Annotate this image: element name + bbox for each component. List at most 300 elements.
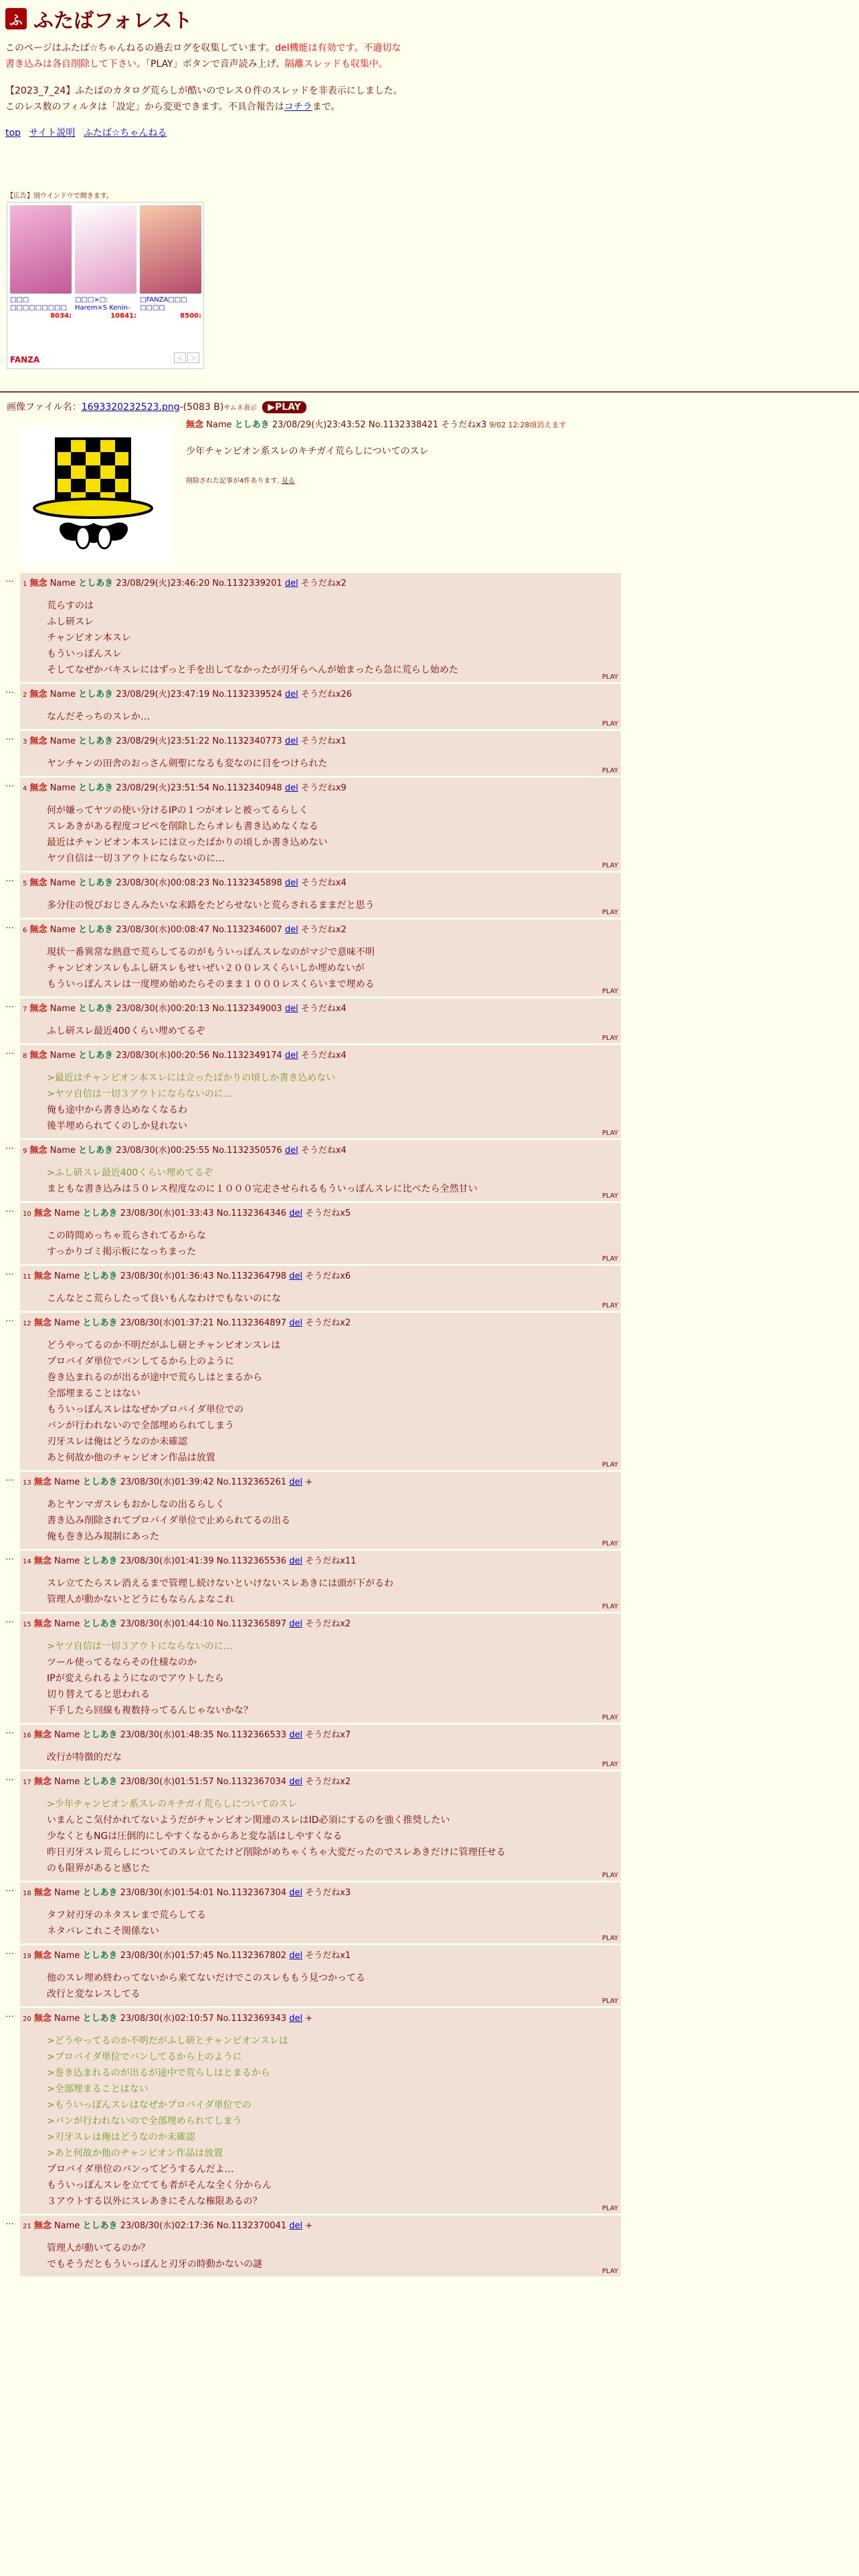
play-button[interactable]: PLAY <box>601 2268 618 2275</box>
poster-name: としあき <box>78 1146 114 1156</box>
sodane-button[interactable]: そうだねx5 <box>305 1208 351 1218</box>
post-date: 23/08/30(水)00:20:13 <box>116 1004 210 1014</box>
post-subject: 無念 <box>33 1888 52 1898</box>
del-link[interactable]: del <box>289 1318 303 1328</box>
ad-image[interactable] <box>140 205 201 294</box>
sodane-button[interactable]: そうだねx4 <box>300 1146 347 1156</box>
del-link[interactable]: del <box>289 1951 303 1961</box>
reply-index: 10 <box>23 1210 31 1218</box>
play-button[interactable]: PLAY <box>601 673 618 681</box>
reply-marker: … <box>5 2010 14 2020</box>
quote-line: >もういっぽんスレはなぜかプロバイダ単位での <box>47 2100 252 2111</box>
text-line: バンが行われないので全部埋められてしまう <box>47 1420 234 1431</box>
post-date: 23/08/30(水)01:37:21 <box>120 1318 214 1328</box>
name-label: Name <box>54 1271 80 1281</box>
play-button[interactable]: PLAY <box>601 1302 618 1309</box>
del-link[interactable]: del <box>289 1619 303 1629</box>
name-label: Name <box>54 1318 80 1328</box>
reply-header <box>23 1472 621 1487</box>
text-line: 下手したら回線も複数持ってるんじゃないかな？ <box>47 1705 253 1716</box>
reply-header <box>23 920 621 935</box>
post-number[interactable]: No.1132339524 <box>212 689 282 700</box>
reply-marker: … <box>5 1047 14 1057</box>
del-link[interactable]: del <box>289 1888 303 1898</box>
del-link[interactable]: del <box>289 2014 303 2024</box>
poster-name: としあき <box>78 578 114 588</box>
post-date: 23/08/30(水)02:17:36 <box>120 2221 214 2231</box>
post-number[interactable]: No.1132364798 <box>216 1271 287 1281</box>
text-line: いまんとこ気付かれてないようだがチャンピオン関連のスレはID必須にするのを強く推奨したい <box>47 1815 450 1826</box>
ad-image[interactable] <box>75 205 136 294</box>
reply-header <box>23 1725 621 1740</box>
text-line: 最近はチャンピオン本スレには立ったばかりの頃しか書き込めない <box>47 837 328 848</box>
reply-marker: … <box>5 732 14 742</box>
post-number[interactable]: No.1132365261 <box>216 1477 287 1487</box>
post-subject: 無念 <box>29 783 47 793</box>
name-label: Name <box>50 878 76 888</box>
del-link[interactable]: del <box>284 689 298 700</box>
post-date: 23/08/29(火)23:46:20 <box>116 578 210 588</box>
poster-name: としあき <box>82 1777 118 1787</box>
reply <box>5 731 621 776</box>
text-line: 俺も巻き込み規制にあった <box>47 1531 159 1542</box>
post-number[interactable]: No.1132349174 <box>212 1051 282 1061</box>
text-line: スレあきがある程度コピペを削除したらオレも書き込めなくなる <box>47 821 318 832</box>
poster-name: としあき <box>82 1208 118 1218</box>
reply-box <box>20 684 621 729</box>
ad-nav <box>174 352 199 363</box>
text-line: こんなとこ荒らしたって良いもんなわけでもないのにな <box>47 1293 281 1304</box>
site-title: ふたばフォレスト <box>33 9 193 33</box>
reply <box>5 2008 621 2214</box>
play-button[interactable]: PLAY <box>601 1761 618 1768</box>
post-number[interactable]: No.1132366533 <box>216 1730 287 1740</box>
reply <box>5 1203 621 1264</box>
reply-box <box>20 1045 621 1138</box>
sodane-button[interactable]: そうだねx2 <box>305 1777 351 1787</box>
text-line: スレ立てたらスレ消えるまで管理し続けないといけないスレあきには頭が下がるわ <box>47 1578 393 1589</box>
reply-header <box>23 573 621 588</box>
reply-header <box>23 1313 621 1328</box>
del-link[interactable]: del <box>289 1730 303 1740</box>
site-logo[interactable]: ふ <box>5 8 27 29</box>
reply-body <box>47 2240 621 2272</box>
file-link[interactable]: 1693320232523.png <box>81 402 180 413</box>
text-line: もういっぽんスレを立てても者がそんな全く分からん <box>47 2180 272 2191</box>
text-line: 俺も途中から書き込めなくなるわ <box>47 1105 187 1115</box>
poster-name: としあき <box>82 1318 118 1328</box>
show-deleted-link[interactable]: 見る <box>281 477 295 485</box>
reply-body <box>47 1576 621 1608</box>
del-link[interactable]: del <box>284 783 298 793</box>
reply-box <box>20 2008 621 2214</box>
play-button[interactable]: PLAY <box>601 909 618 916</box>
text-line: IPが変えられるようになのでアウトしたら <box>47 1673 224 1684</box>
post-number[interactable]: No.1132349003 <box>212 1004 282 1014</box>
ad-price: 8034: <box>50 312 72 320</box>
del-link[interactable]: del <box>284 878 298 888</box>
quote-line: >ふし研スレ最近400くらい埋めてるぞ <box>47 1168 213 1178</box>
reply-box <box>20 1203 621 1264</box>
reply <box>5 920 621 996</box>
sodane-button[interactable]: そうだねx1 <box>305 1951 351 1961</box>
poster-name: としあき <box>78 878 114 888</box>
reply-box <box>20 1614 621 1723</box>
ad-item[interactable] <box>140 205 201 320</box>
reply-index: 1 <box>23 580 27 588</box>
reply-index: 16 <box>23 1732 31 1739</box>
reply-header <box>23 998 621 1014</box>
post-number[interactable]: No.1132338421 <box>368 420 439 430</box>
post-number[interactable]: No.1132346007 <box>212 925 282 935</box>
reply-marker: … <box>5 1773 14 1783</box>
intro-text-3: 「PLAY」ボタンで音声読み上げ。 <box>146 59 286 70</box>
post-number[interactable]: No.1132370041 <box>216 2221 287 2231</box>
reply-index: 9 <box>23 1148 27 1155</box>
text-line: 何が嫌ってヤツの使い分けるIPの１つがオレと被ってるらしく <box>47 805 308 816</box>
ad-next-button[interactable]: ＞ <box>187 352 199 363</box>
play-button[interactable]: PLAY <box>601 988 618 995</box>
text-line: ツール使ってるならその仕様なのか <box>47 1657 197 1668</box>
post-subject: 無念 <box>29 878 47 888</box>
del-link[interactable]: del <box>284 1051 298 1061</box>
poster-name: としあき <box>82 1477 118 1487</box>
post-date: 23/08/30(水)01:33:43 <box>120 1208 214 1218</box>
post-number[interactable]: No.1132367802 <box>216 1951 287 1961</box>
text-line: もういっぽんスレは一度埋め始めたらそのまま１０００レスくらいまで埋める <box>47 979 375 990</box>
post-date: 23/08/30(水)01:57:45 <box>120 1951 214 1961</box>
sodane-button[interactable]: そうだねx4 <box>300 878 347 888</box>
poster-name: としあき <box>82 1556 118 1566</box>
post-number[interactable]: No.1132367304 <box>216 1888 287 1898</box>
reply-box <box>20 1945 621 2006</box>
reply-body <box>47 1749 621 1765</box>
site-notice <box>5 83 407 115</box>
top-link[interactable]: top <box>5 128 21 138</box>
text-line: 書き込み削除されてプロバイダ単位で止められてるの出る <box>47 1515 290 1526</box>
play-button[interactable]: PLAY <box>601 1461 618 1469</box>
play-button[interactable]: PLAY <box>601 720 618 728</box>
post-date: 23/08/29(火)23:51:54 <box>116 783 210 793</box>
reply-index: 13 <box>23 1479 31 1487</box>
text-line: 荒らすのは <box>47 601 94 611</box>
post-number[interactable]: No.1132365536 <box>216 1556 287 1566</box>
poster-name: としあき <box>78 1004 114 1014</box>
reply-index: 2 <box>23 691 27 699</box>
sodane-button[interactable]: そうだねx9 <box>300 783 347 793</box>
quote-line: >全部埋まることはない <box>47 2084 149 2095</box>
reply-index: 17 <box>23 1779 31 1786</box>
reply-index: 11 <box>23 1273 31 1281</box>
quote-line: >少年チャンピオン系スレのキチガイ荒らしについてのスレ <box>47 1799 298 1810</box>
text-line: あとヤンマガスレもおかしなの出るらしく <box>47 1499 225 1510</box>
post-subject: 無念 <box>33 1556 52 1566</box>
op-thumbnail[interactable] <box>19 425 173 566</box>
post-number[interactable]: No.1132339201 <box>212 578 282 588</box>
reply-body <box>47 1907 621 1939</box>
post-date: 23/08/30(水)01:41:39 <box>120 1556 214 1566</box>
reply-header <box>23 1045 621 1061</box>
name-label: Name <box>54 1208 80 1218</box>
reply <box>5 1045 621 1138</box>
post-subject: 無念 <box>29 1146 47 1156</box>
reply-box <box>20 1140 621 1201</box>
reply <box>5 1725 621 1769</box>
site-description-link[interactable]: サイト説明 <box>29 128 76 138</box>
reply-header <box>23 1614 621 1629</box>
ad-title[interactable]: □□□×□: Harem×S Kenin- <box>75 296 130 312</box>
intro-text-1: このページはふたば☆ちゃんねるの過去ログを収集しています。 <box>5 43 276 53</box>
reply-body <box>47 756 621 772</box>
name-label: Name <box>54 1556 80 1566</box>
reply <box>5 873 621 918</box>
poster-name: としあき <box>82 1619 118 1629</box>
ad-prev-button[interactable]: ＜ <box>174 352 186 363</box>
post-subject: 無念 <box>33 1730 52 1740</box>
sodane-button[interactable]: そうだねx3 <box>441 420 487 430</box>
play-button[interactable]: PLAY <box>601 1540 618 1547</box>
sodane-button[interactable]: そうだねx4 <box>300 1051 347 1061</box>
reply-marker: … <box>5 1000 14 1010</box>
poster-name: としあき <box>82 2221 118 2231</box>
post-number[interactable]: No.1132364346 <box>216 1208 287 1218</box>
ad-item[interactable] <box>75 205 136 320</box>
quote-line: >最近はチャンピオン本スレには立ったばかりの頃しか書き込めない <box>47 1073 336 1083</box>
reply-box <box>20 920 621 996</box>
play-button[interactable]: PLAY <box>601 2205 618 2212</box>
sodane-button[interactable]: そうだねx26 <box>300 689 353 700</box>
post-date: 23/08/30(水)00:08:23 <box>116 878 210 888</box>
post-date: 23/08/30(水)02:10:57 <box>120 2014 214 2024</box>
reply <box>5 1945 621 2006</box>
reply-box <box>20 778 621 871</box>
text-line: 多分住の悦びおじさんみたいな末路をたどらせないと荒らされるままだと思う <box>47 900 375 911</box>
ad-label: 【広告】別ウインドウで開きます。 <box>7 193 113 200</box>
ad-title[interactable]: □□□ □□□□□□□□□ <box>10 296 68 312</box>
post-number[interactable]: No.1132365897 <box>216 1619 287 1629</box>
post-number[interactable]: No.1132350576 <box>212 1146 282 1156</box>
del-link[interactable]: del <box>284 1004 298 1014</box>
play-button[interactable]: PLAY <box>601 1603 618 1610</box>
sodane-button[interactable]: そうだねx2 <box>300 578 347 588</box>
del-link[interactable]: del <box>284 578 298 588</box>
ad-image[interactable] <box>10 205 72 294</box>
post-number[interactable]: No.1132367034 <box>216 1777 287 1787</box>
name-label: Name <box>206 420 232 430</box>
play-button[interactable]: ▶PLAY <box>262 401 306 413</box>
sodane-button[interactable]: そうだねx6 <box>305 1271 351 1281</box>
reply-marker: … <box>5 1884 14 1894</box>
text-line: もういっぽんスレ <box>47 649 122 659</box>
file-info <box>7 400 306 413</box>
play-button[interactable]: PLAY <box>601 1714 618 1721</box>
ad-item[interactable] <box>10 205 72 320</box>
text-line: のも限界があると感じた <box>47 1863 150 1874</box>
post-date: 23/08/30(水)01:44:10 <box>120 1619 214 1629</box>
quote-line: >ヤツ自信は一切３アウトにならないのに… <box>47 1089 233 1099</box>
del-link[interactable]: del <box>289 1556 303 1566</box>
play-button[interactable]: PLAY <box>601 1872 618 1879</box>
poster-name: としあき <box>82 2014 118 2024</box>
name-label: Name <box>50 1004 76 1014</box>
reply-header <box>23 1772 621 1787</box>
deleted-count: 削除された記事が4件あります. <box>186 477 280 485</box>
name-label: Name <box>54 2221 80 2231</box>
post-subject: 無念 <box>33 1271 52 1281</box>
reply-body <box>47 1638 621 1719</box>
reply-marker: … <box>5 1473 14 1483</box>
reply-box <box>20 998 621 1043</box>
bug-report-link[interactable]: コチラ <box>284 102 312 112</box>
sodane-button[interactable]: + <box>305 2014 313 2024</box>
post-date: 23/08/30(水)00:20:56 <box>116 1051 210 1061</box>
quote-line: >バンが行われないので全部埋められてしまう <box>47 2116 242 2127</box>
reply-body <box>47 1970 621 2002</box>
del-link[interactable]: del <box>289 1208 303 1218</box>
text-line: まともな書き込みは５０レス程度なのに１０００完走させられるもういっぽんスレに比べたら全然甘い <box>47 1184 478 1194</box>
sodane-button[interactable]: そうだねx4 <box>300 1004 347 1014</box>
poster-name: としあき <box>82 1888 118 1898</box>
reply-body <box>47 1023 621 1039</box>
name-label: Name <box>54 1619 80 1629</box>
text-line: ヤンチャンの田舎のおっさん剣聖になるも変なのに目をつけられた <box>47 758 328 769</box>
ad-price: 8500: <box>180 312 201 320</box>
reply-index: 3 <box>23 738 27 746</box>
reply-index: 5 <box>23 880 27 887</box>
del-link[interactable]: del <box>289 2221 303 2231</box>
post-number[interactable]: No.1132340773 <box>212 736 282 746</box>
reply-index: 21 <box>23 2223 31 2230</box>
post-number[interactable]: No.1132340948 <box>212 783 282 793</box>
reply <box>5 573 621 682</box>
del-link[interactable]: del <box>289 1777 303 1787</box>
reply-body <box>47 709 621 725</box>
reply-marker: … <box>5 2217 14 2227</box>
reply-body <box>47 1796 621 1876</box>
text-line: この時間めっちゃ荒らされてるからな <box>47 1230 206 1241</box>
text-line: 管理人が動いてるのか？ <box>47 2243 150 2254</box>
text-line: 昨日刃牙スレ荒らしについてのスレ立てたけど削除がめちゃくちゃ大変だったのでスレあきだけに管理任せる <box>47 1847 506 1858</box>
post-subject: 無念 <box>29 689 47 700</box>
post-subject: 無念 <box>33 2014 52 2024</box>
post-subject: 無念 <box>33 1477 52 1487</box>
poster-name: としあき <box>78 689 114 700</box>
reply-marker: … <box>5 921 14 931</box>
reply <box>5 1772 621 1881</box>
sodane-button[interactable]: + <box>305 1477 313 1487</box>
sodane-button[interactable]: そうだねx7 <box>305 1730 351 1740</box>
sodane-button[interactable]: そうだねx11 <box>305 1556 357 1566</box>
reply-index: 4 <box>23 785 27 792</box>
fanza-logo[interactable]: FANZA <box>10 355 40 364</box>
reply <box>5 998 621 1043</box>
reply-index: 18 <box>23 1890 31 1897</box>
play-button[interactable]: PLAY <box>601 1935 618 1942</box>
reply-body <box>47 598 621 678</box>
post-date: 23/08/29(火)23:43:52 <box>272 420 366 430</box>
notice-text: 【2023_7_24】ふたばのカタログ荒らしが酷いのでレス０件のスレッドを非表示にしました。このレス数のフィルタは「設定」から変更できます。不具合報告は <box>5 86 403 112</box>
post-date: 23/08/29(火)23:51:22 <box>116 736 210 746</box>
text-line: 改行と変なレスしてる <box>47 1989 140 2000</box>
reply-index: 20 <box>23 2016 31 2023</box>
sodane-button[interactable]: そうだねx2 <box>305 1619 351 1629</box>
del-link[interactable]: del <box>289 1477 303 1487</box>
divider <box>0 391 859 393</box>
play-button[interactable]: PLAY <box>601 767 618 774</box>
reply-body <box>47 1337 621 1466</box>
post-subject: 無念 <box>33 1318 52 1328</box>
sodane-button[interactable]: そうだねx3 <box>305 1888 351 1898</box>
text-line: 管理人が動かないとどうにもならんよなこれ <box>47 1594 234 1605</box>
file-size: -(5083 B) <box>179 402 224 413</box>
sodane-button[interactable]: + <box>305 2221 313 2231</box>
reply-marker: … <box>5 1314 14 1324</box>
quote-line: >巻き込まれるのが出るが途中で荒らしはとまるから <box>47 2068 270 2078</box>
name-label: Name <box>54 1477 80 1487</box>
reply <box>5 1266 621 1311</box>
play-button[interactable]: PLAY <box>601 1255 618 1263</box>
reply-header <box>23 1203 621 1218</box>
text-line: 全部埋まることはない <box>47 1388 140 1399</box>
reply-header <box>23 684 621 700</box>
play-button[interactable]: PLAY <box>601 862 618 869</box>
reply-body <box>47 802 621 867</box>
text-line: ネタバレこれこそ関係ない <box>47 1926 159 1937</box>
del-link[interactable]: del <box>284 1146 298 1156</box>
reply-box <box>20 1472 621 1549</box>
reply-box <box>20 1266 621 1311</box>
reply-marker: … <box>5 1615 14 1625</box>
del-link[interactable]: del <box>284 736 298 746</box>
name-label: Name <box>54 1888 80 1898</box>
sodane-button[interactable]: そうだねx1 <box>300 736 347 746</box>
reply-marker: … <box>5 1267 14 1277</box>
post-subject: 無念 <box>33 1208 52 1218</box>
reply-index: 6 <box>23 927 27 934</box>
sodane-button[interactable]: そうだねx2 <box>305 1318 351 1328</box>
play-button[interactable]: PLAY <box>601 1998 618 2005</box>
reply-header <box>23 731 621 746</box>
text-line: ふし研スレ <box>47 617 94 627</box>
del-link[interactable]: del <box>289 1271 303 1281</box>
name-label: Name <box>50 689 76 700</box>
reply-header <box>23 2008 621 2024</box>
reply-header <box>23 1266 621 1281</box>
text-line: 後半埋められてくのしか見れない <box>47 1121 187 1132</box>
reply-header <box>23 2216 621 2231</box>
del-link[interactable]: del <box>284 925 298 935</box>
reply-body <box>47 1165 621 1197</box>
ad-title[interactable]: □FANZA□□□ □□□□ <box>140 296 187 312</box>
reply-index: 8 <box>23 1053 27 1060</box>
post-number[interactable]: No.1132345898 <box>212 878 282 888</box>
post-number[interactable]: No.1132364897 <box>216 1318 287 1328</box>
name-label: Name <box>54 1730 80 1740</box>
reply-body <box>47 944 621 992</box>
quote-line: >あと何故か他のチャンピオン作品は放置 <box>47 2148 223 2159</box>
text-line: 刃牙スレは俺はどうなのか未確認 <box>47 1436 187 1447</box>
futaba-link[interactable]: ふたば☆ちゃんねる <box>83 128 167 138</box>
play-button[interactable]: PLAY <box>601 1035 618 1042</box>
play-button[interactable]: PLAY <box>601 1192 618 1200</box>
intro-text-2: del機能は有効です。不適切な書き込みは各自削除して下さい。 <box>5 43 401 70</box>
sodane-button[interactable]: そうだねx2 <box>300 925 347 935</box>
text-line: ふし研スレ最近400くらい埋めてるぞ <box>47 1026 205 1037</box>
post-number[interactable]: No.1132369343 <box>216 2014 287 2024</box>
name-label: Name <box>50 925 76 935</box>
play-button[interactable]: PLAY <box>601 1130 618 1137</box>
reply-box <box>20 573 621 682</box>
